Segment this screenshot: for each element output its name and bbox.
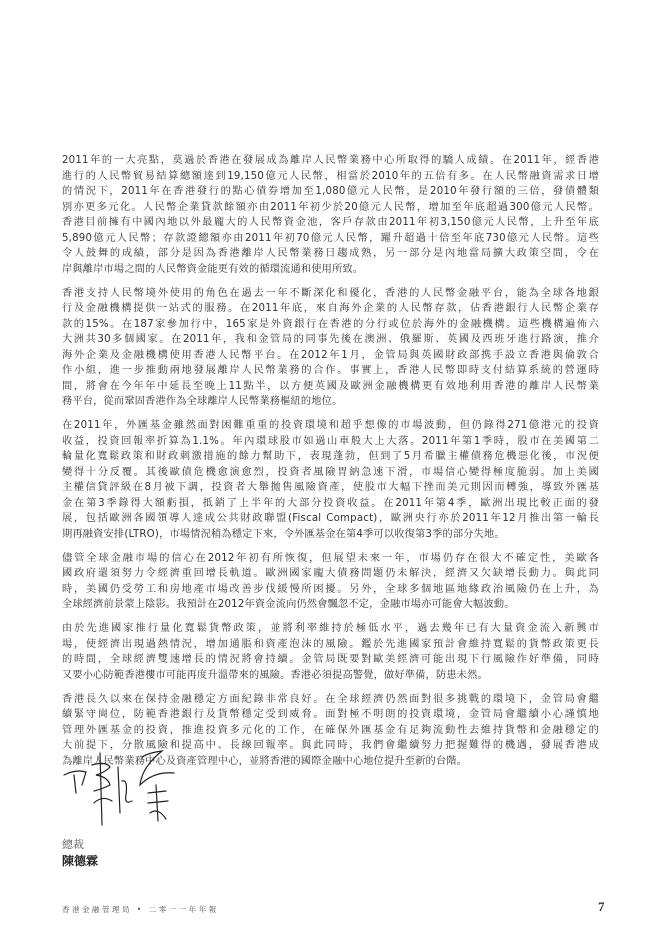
paragraph	[62, 286, 599, 410]
text-line: 別亦更多元化。人民幣企業貸款餘額亦由2011年初少於20億元人民幣，增加至年底超過300億元人民幣。	[62, 201, 599, 213]
text-line: 岸與離岸市場之間的人民幣資金能更有效的循環流通和使用所致。	[62, 263, 364, 275]
text-line: 金在第3季錄得大額虧損，抵銷了上半年的大部分投資收益。在2011年第4季，歐洲出現比較正面的發	[62, 497, 599, 509]
signatory-name: 陳德霖	[62, 854, 99, 868]
paragraph	[62, 621, 599, 683]
text-line: 場，使經濟出現過熱情況，增加通脹和資產泡沫的風險。鑑於先進國家預計會維持寬鬆的貨幣政策更長	[62, 638, 599, 650]
text-line: 海外企業及金融機構使用香港人民幣平台。在2012年1月，金管局與英國財政部携手設立香港與倫敦合	[62, 349, 599, 361]
text-line: 展，包括歐洲各國領導人達成公共財政聯盟(Fiscal Compact)，歐洲央行亦於2011年12月推出第一輪長	[62, 513, 599, 524]
text-line: 在2011年，外匯基金雖然面對困難重重的投資環境和超乎想像的市場波動，但仍錄得271億港元的投資	[62, 420, 599, 431]
text-line: 進行的人民幣貿易結算總額達到19,150億元人民幣，相當於2010年的五倍有多。在人民幣融資需求日增	[62, 170, 599, 182]
text-line: 收益，投資回報率折算為1.1%。年內環球股市如過山車般大上大落。2011年第1季時，股市在美國第二	[62, 435, 599, 447]
text-line: 由於先進國家推行量化寬鬆貨幣政策，並將利率維持於極低水平，過去幾年已有大量資金流入新興市	[62, 623, 599, 634]
text-line: 全球經濟前景蒙上陰影。我預計在2012年資金流向仍然會飄忽不定，金融市場亦可能會大幅波動。	[62, 599, 515, 610]
page-number: 7	[598, 899, 605, 914]
footer-publication: 香港金融管理局 • 二零一一年年報	[62, 905, 219, 914]
text-line: 香港長久以來在保持金融穩定方面紀錄非常良好。在全球經濟仍然面對很多挑戰的環境下，金管局會繼	[62, 693, 599, 705]
letter-body	[62, 153, 599, 778]
handwritten-signature	[62, 745, 182, 830]
text-line: 香港目前擁有中國內地以外最龐大的人民幣資金池，客戶存款由2011年初3,150億元人民幣，上升至年底	[62, 217, 599, 228]
paragraph	[62, 418, 599, 542]
text-line: 2011年的一大亮點，莫過於香港在發展成為離岸人民幣業務中心所取得的驕人成績。在2011年，經香港	[62, 155, 599, 166]
text-line: 款的15%。在187家參加行中，165家是外資銀行在香港的分行或位於海外的金融機構。這些機構遍佈六	[62, 318, 599, 330]
text-line: 管理外匯基金的投資，推進投資多元化的工作，在確保外匯基金有足夠流動性去維持貨幣和金融穩定的	[62, 724, 599, 736]
text-line: 主權信貸評級在8月被下調，投資者大舉拋售風險資產，使股市大幅下挫而美元則因而轉強，導致外匯基	[62, 482, 599, 493]
text-line: 5,890億元人民幣；存款證總額亦由2011年初70億元人民幣，躍升超過十倍至年底730億元人民幣。這些	[62, 232, 599, 244]
text-line: 儘管全球金融市場的信心在2012年初有所恢復，但展望未來一年，市場仍存在很大不確定性，美歐各	[62, 552, 599, 564]
text-line: 時，美國仍受勞工和房地產市場改善步伐緩慢所困擾。另外，全球多個地區地緣政治風險仍在上升，為	[62, 583, 599, 595]
text-line: 大洲共30多個國家。在2011年，我和金管局的同事先後在澳洲、俄羅斯、英國及西班牙進行路演，推介	[62, 334, 599, 345]
text-line: 為離岸人民幣業務中心及資產管理中心，並將香港的國際金融中心地位提升至新的台階。	[62, 755, 468, 767]
signatory-title: 總裁	[62, 838, 84, 851]
text-line: 行及金融機構提供一站式的服務。在2011年底，來自海外企業的人民幣存款，佔香港銀行人民幣企業存	[62, 303, 599, 314]
text-line: 續緊守崗位，防範香港銀行及貨幣穩定受到威脅。面對極不明朗的投資環境，金管局會繼續小心謹慎地	[62, 709, 599, 720]
text-line: 大前提下，分散風險和提高中、長線回報率。與此同時，我們會繼續努力把握難得的機遇，發展香港成	[62, 740, 599, 751]
text-line: 的情況下，2011年在香港發行的點心債券增加至1,080億元人民幣，是2010年發行額的三倍，發債體類	[62, 186, 599, 197]
text-line: 香港支持人民幣境外使用的角色在過去一年不斷深化和優化，香港的人民幣金融平台，能為全球各地銀	[62, 287, 599, 299]
paragraph	[62, 551, 599, 613]
paragraph	[62, 153, 599, 277]
text-line: 的時間，全球經濟雙速增長的情況將會持續。金管局既要對歐美經濟可能出現下行風險作好準備，同時	[62, 654, 599, 665]
text-line: 令人鼓舞的成績，部分是因為香港離岸人民幣業務日趨成熟，另一部分是內地當局擴大政策空間，令在	[62, 248, 599, 259]
text-line: 務平台，從而鞏固香港作為全球離岸人民幣業務樞紐的地位。	[62, 396, 343, 407]
text-line: 作小組，進一步推動兩地發展離岸人民幣業務的合作。事實上，香港人民幣即時支付結算系統的營運時	[62, 365, 599, 376]
text-line: 間，將會在今年年中延長至晚上11點半，以方便英國及歐洲金融機構更有效地利用香港的離岸人民幣業	[62, 380, 599, 392]
text-line: 期再融資安排(LTRO)，市場情況稍為穩定下來，令外匯基金在第4季可以收復第3季的部分失地。	[62, 528, 505, 540]
text-line: 國政府還須努力令經濟重回增長軌道。歐洲國家龐大債務問題仍未解決，經濟又欠缺增長動力。與此同	[62, 568, 599, 579]
text-line: 變得十分反覆。其後歐債危機愈演愈烈，投資者風險胃納急速下滑，市場信心變得極度脆弱。加上美國	[62, 466, 599, 478]
text-line: 又要小心防範香港樓市可能再度升溫帶來的風險。香港必須提高警覺，做好準備，防患未然。	[62, 669, 488, 681]
text-line: 輪量化寬鬆政策和財政刺激措施的餘力幫助下，表現蓬勃，但到了5月希臘主權債務危機惡化後，市況便	[62, 451, 599, 462]
